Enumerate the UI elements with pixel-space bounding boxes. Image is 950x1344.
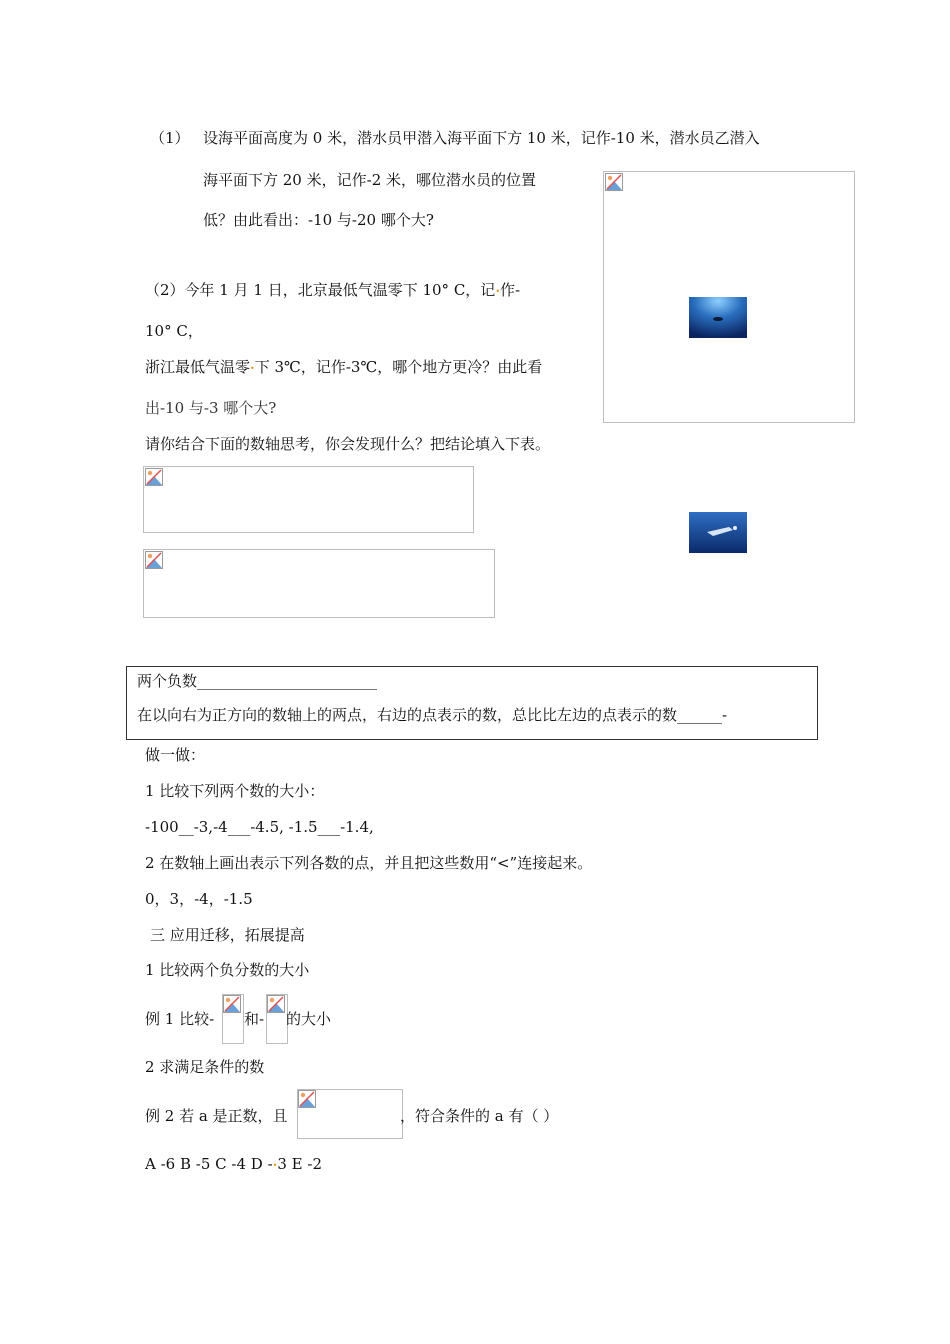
problem2-line3: 浙江最低气温零•下 3℃，记作-3℃，哪个地方更冷？由此看: [145, 358, 543, 376]
broken-image-icon: [223, 995, 241, 1013]
conclusion-row-2: 在以向右为正方向的数轴上的两点，右边的点表示的数，总比比左边的点表示的数______-: [137, 706, 728, 724]
number-line-image-1: [143, 466, 474, 533]
example1-text-b: 和-: [244, 1010, 265, 1028]
underwater-diver-photo: [689, 512, 747, 553]
underwater-diver-photo: [689, 297, 747, 338]
practice-question-2: 2 在数轴上画出表示下列各数的点，并且把这些数用“<”连接起来。: [145, 854, 593, 872]
problem2-line5: 请你结合下面的数轴思考，你会发现什么？把结论填入下表。: [145, 435, 551, 453]
marker-dot: •: [272, 1161, 278, 1170]
section3-heading: 三 应用迁移，拓展提高: [150, 926, 305, 944]
broken-image-icon: [267, 995, 285, 1013]
marker-dot: •: [250, 364, 255, 373]
problem2-line2: 10° C，: [145, 322, 203, 340]
problem2-line1: （2）今年 1 月 1 日，北京最低气温零下 10° C，记•作-: [145, 281, 521, 299]
problem1-line2: 海平面下方 20 米，记作-2 米，哪位潜水员的位置: [203, 171, 537, 189]
practice-question-1: 1 比较下列两个数的大小：: [145, 782, 325, 800]
section3-question-1: 1 比较两个负分数的大小: [145, 961, 310, 979]
number-line-image-2: [143, 549, 495, 618]
practice-heading: 做一做：: [145, 746, 206, 764]
example2-text-b: ，符合条件的 a 有（ ）: [400, 1107, 559, 1125]
broken-image-icon: [145, 468, 163, 486]
fraction-image-2: [266, 994, 288, 1044]
problem2-line4: 出-10 与-3 哪个大?: [145, 399, 277, 417]
problem1-number: （1）: [150, 129, 190, 147]
marker-dot: •: [495, 287, 501, 296]
fraction-image-1: [222, 994, 244, 1044]
example1-text-a: 例 1 比较-: [145, 1010, 215, 1028]
practice-question-2-items: 0，3，-4，-1.5: [145, 890, 253, 908]
section3-question-2: 2 求满足条件的数: [145, 1058, 265, 1076]
example1-text-c: 的大小: [286, 1010, 332, 1028]
practice-question-1-items: -100__-3,-4___-4.5, -1.5___-1.4,: [145, 818, 374, 836]
example2-text-a: 例 2 若 a 是正数，且: [145, 1107, 288, 1125]
broken-image-icon: [298, 1090, 316, 1108]
broken-image-icon: [605, 173, 623, 191]
conclusion-table: [126, 666, 818, 740]
broken-image-icon: [145, 551, 163, 569]
image-frame-diver: [603, 171, 855, 423]
problem1-line3: 低？由此看出：-10 与-20 哪个大?: [203, 211, 434, 229]
example2-options: A -6 B -5 C -4 D -•3 E -2: [145, 1155, 323, 1173]
inequality-image: [297, 1089, 403, 1139]
problem1-line1: 设海平面高度为 0 米，潜水员甲潜入海平面下方 10 米，记作-10 米，潜水员乙潜入: [203, 129, 760, 147]
conclusion-row-1: 两个负数________________________: [137, 672, 378, 690]
